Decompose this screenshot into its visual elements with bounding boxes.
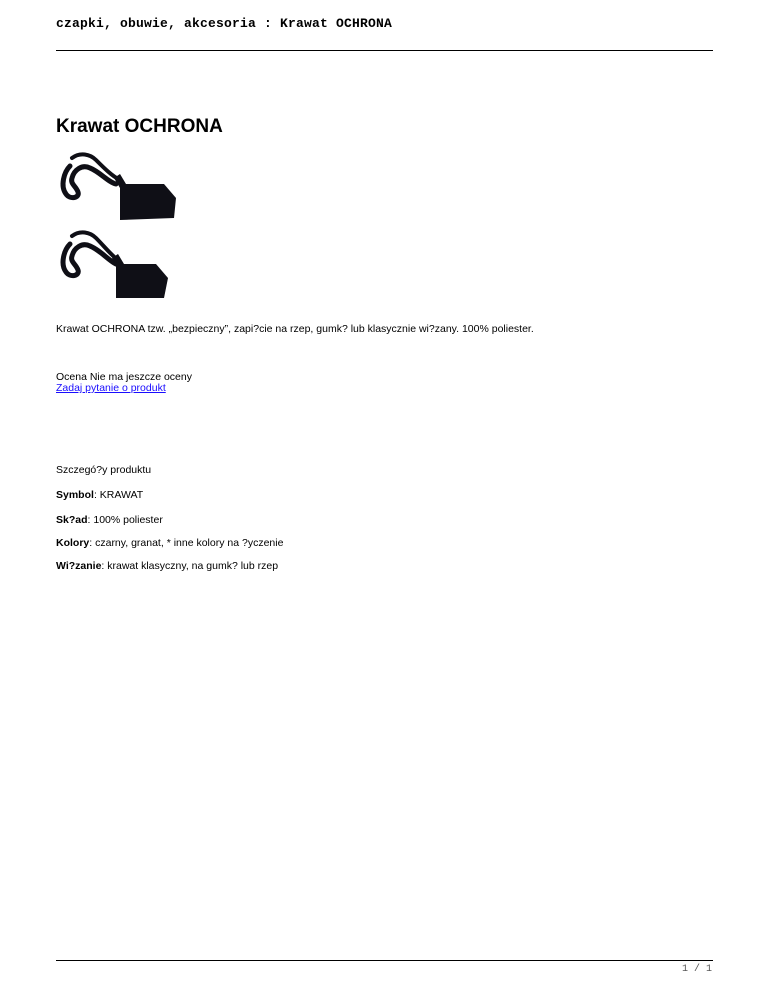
footer-divider bbox=[56, 960, 713, 961]
detail-colors bbox=[56, 537, 283, 549]
ask-question-link[interactable]: Zadaj pytanie o produkt bbox=[56, 382, 166, 394]
detail-tie-type bbox=[56, 560, 278, 572]
product-title: Krawat OCHRONA bbox=[56, 116, 223, 137]
product-image-tie-2 bbox=[56, 226, 182, 300]
detail-value: : czarny, granat, * inne kolory na ?yczenie bbox=[89, 537, 284, 549]
page-number: 1 / 1 bbox=[681, 964, 712, 975]
detail-label: Symbol bbox=[56, 489, 94, 501]
detail-label: Sk?ad bbox=[56, 514, 88, 526]
document-header-title: czapki, obuwie, akcesoria : Krawat OCHRONA bbox=[56, 16, 393, 31]
detail-composition bbox=[56, 514, 163, 526]
product-rating: Ocena Nie ma jeszcze oceny bbox=[56, 371, 192, 383]
detail-value: : KRAWAT bbox=[93, 489, 144, 501]
detail-value: : 100% poliester bbox=[87, 514, 163, 526]
product-image-tie-1 bbox=[56, 148, 182, 222]
product-description: Krawat OCHRONA tzw. „bezpieczny”, zapi?cie na rzep, gumk? lub klasycznie wi?zany. 100% poliester. bbox=[56, 323, 534, 335]
detail-symbol bbox=[56, 489, 143, 501]
detail-value: : krawat klasyczny, na gumk? lub rzep bbox=[101, 560, 279, 572]
header-divider bbox=[56, 50, 713, 51]
details-heading: Szczegó?y produktu bbox=[56, 464, 152, 476]
detail-label: Wi?zanie bbox=[56, 560, 102, 572]
detail-label: Kolory bbox=[56, 537, 90, 549]
